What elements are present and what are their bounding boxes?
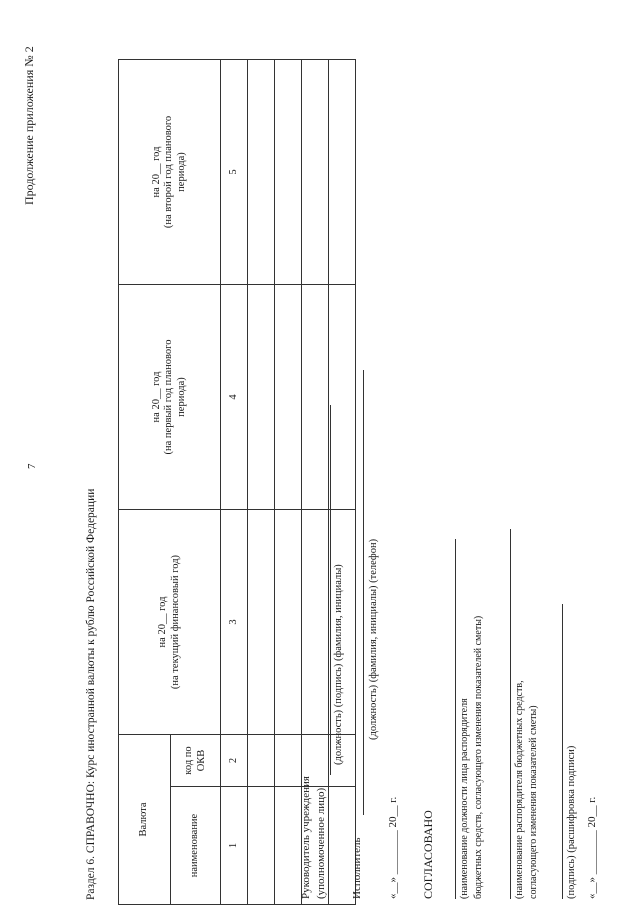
table-cell[interactable] <box>275 510 302 735</box>
column-number: 2 <box>221 735 248 787</box>
approver2-line <box>510 529 511 899</box>
executor-label: Исполнитель <box>351 837 363 899</box>
head-signature-captions: (должность) (подпись) (фамилия, инициалы) <box>333 564 344 765</box>
header-currency: Валюта <box>119 735 171 905</box>
table-header-row <box>119 60 171 905</box>
approved-heading: СОГЛАСОВАНО <box>421 810 435 899</box>
table-column-numbers-row <box>221 60 248 905</box>
currency-rate-table <box>118 59 356 905</box>
header-plan-year-2-line1: на 20__ год <box>151 146 163 198</box>
header-current-year-line2: (на текущий финансовый год) <box>169 554 181 690</box>
table-cell[interactable] <box>248 735 275 787</box>
approver1-line <box>455 539 456 899</box>
approver1-caption-line2: бюджетных средств, согласующего изменения показателей сметы) <box>473 615 484 899</box>
approver-signature-captions: (подпись) (расшифровка подписи) <box>566 745 577 899</box>
header-plan-year-2-line3: периода) <box>175 152 187 192</box>
column-number: 3 <box>221 510 248 735</box>
table-cell[interactable] <box>248 787 275 905</box>
section-title: Раздел 6. СПРАВОЧНО: Курс иностранной валюты к рублю Российской Федерации <box>85 488 97 900</box>
header-plan-year-1 <box>119 285 221 510</box>
column-number: 4 <box>221 285 248 510</box>
column-number: 5 <box>221 60 248 285</box>
appendix-continuation-label: Продолжение приложения № 2 <box>22 46 36 205</box>
table-row <box>248 60 275 905</box>
approver2-caption-line2: согласующего изменения показателей сметы) <box>528 705 539 899</box>
column-number: 1 <box>221 787 248 905</box>
approver-date-line: «__» ________ 20__ г. <box>586 796 598 899</box>
header-current-year <box>119 510 221 735</box>
head-signature-line <box>330 405 331 775</box>
table-cell[interactable] <box>275 285 302 510</box>
table-cell[interactable] <box>248 60 275 285</box>
header-plan-year-1-line3: периода) <box>175 377 187 417</box>
table-cell[interactable] <box>329 285 356 510</box>
header-plan-year-2-line2: (на второй год планового <box>163 115 175 229</box>
approver-signature-line <box>562 604 563 899</box>
executor-signature-line <box>363 370 364 815</box>
header-currency-name: наименование <box>171 787 221 905</box>
header-okv-code: код по ОКВ <box>171 735 221 787</box>
table-cell[interactable] <box>302 285 329 510</box>
table-cell[interactable] <box>248 510 275 735</box>
page-number: 7 <box>26 463 38 469</box>
table-cell[interactable] <box>275 735 302 787</box>
table-row <box>329 60 356 905</box>
executor-signature-captions: (должность) (фамилия, инициалы) (телефон) <box>368 538 379 740</box>
approver1-caption-line1: (наименование должности лица распорядителя <box>459 698 470 899</box>
table-row <box>275 60 302 905</box>
table-cell[interactable] <box>275 787 302 905</box>
table-cell[interactable] <box>248 285 275 510</box>
table-cell[interactable] <box>275 60 302 285</box>
header-plan-year-1-line1: на 20__ год <box>151 371 163 423</box>
head-label-line2: (уполномоченное лицо) <box>315 787 327 899</box>
approver2-caption-line1: (наименование распорядителя бюджетных средств, <box>514 680 525 899</box>
table-cell[interactable] <box>329 60 356 285</box>
header-plan-year-2 <box>119 60 221 285</box>
date-line: «__» ________ 20__ г. <box>387 796 399 899</box>
table-cell[interactable] <box>302 60 329 285</box>
header-current-year-line1: на 20__ год <box>157 596 169 648</box>
head-label-line1: Руководитель учреждения <box>300 776 312 899</box>
header-plan-year-1-line2: (на первый год планового <box>163 339 175 455</box>
table-cell[interactable] <box>302 510 329 735</box>
